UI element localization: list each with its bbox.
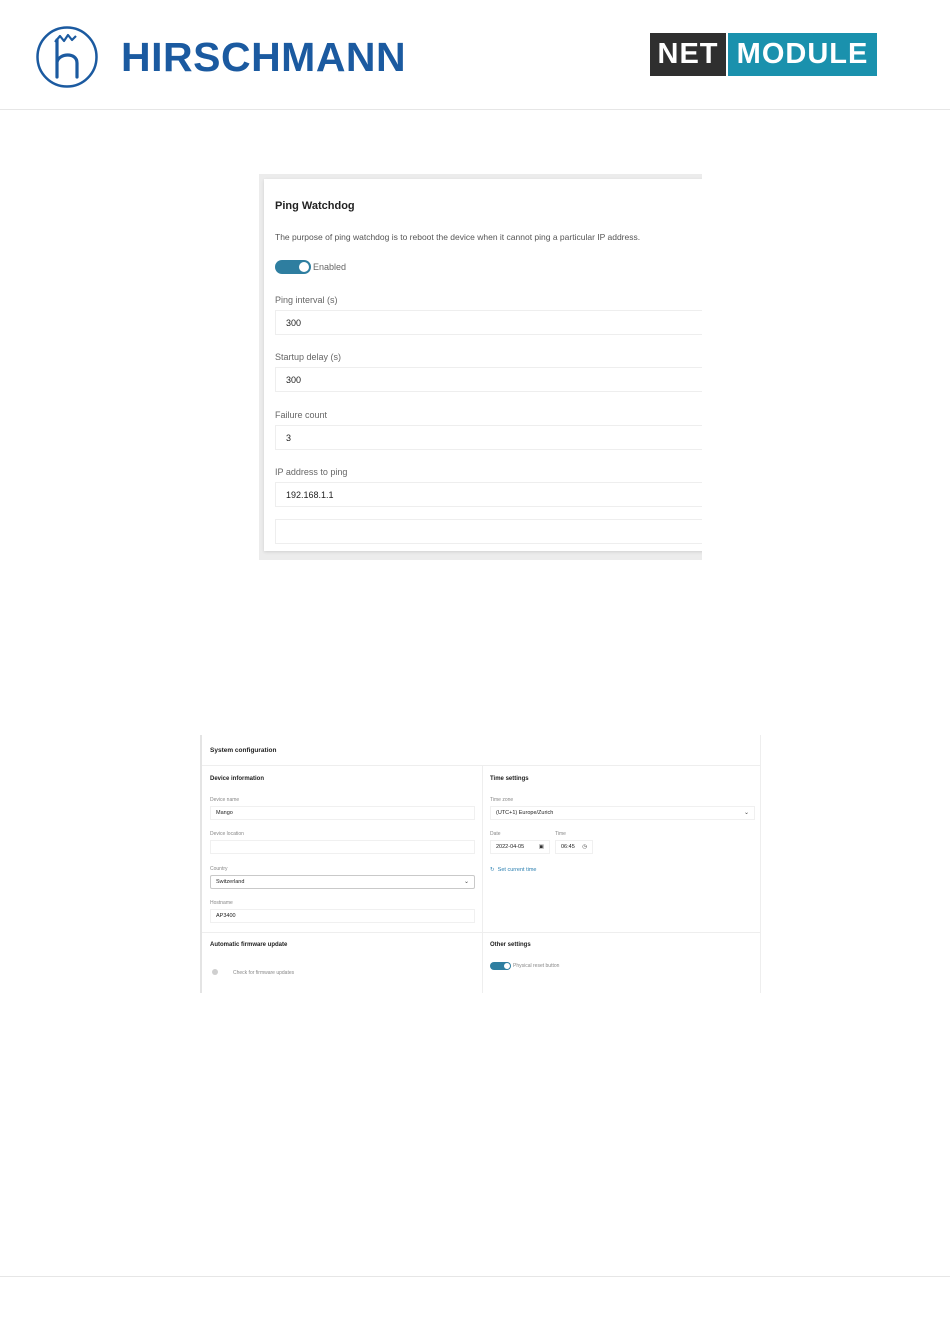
toggle-knob xyxy=(504,963,510,969)
enabled-toggle[interactable] xyxy=(275,260,311,274)
device-location-input[interactable] xyxy=(210,840,475,854)
hostname-label: Hostname xyxy=(210,900,233,906)
time-settings-heading: Time settings xyxy=(490,776,529,782)
device-information-heading: Device information xyxy=(210,776,265,782)
physical-reset-toggle[interactable] xyxy=(490,962,511,970)
time-zone-select[interactable] xyxy=(490,806,755,820)
time-zone-label: Time zone xyxy=(490,797,514,803)
calendar-icon: ▣ xyxy=(538,844,544,850)
hostname-input[interactable]: AP3400 xyxy=(210,909,475,923)
firmware-check-label: Check for firmware updates xyxy=(233,970,295,976)
ping-interval-input[interactable]: 300 xyxy=(275,310,702,335)
time-value: 06:45 xyxy=(561,844,575,850)
device-name-input[interactable]: Mango xyxy=(210,806,475,820)
system-configuration-title: System configuration xyxy=(210,747,277,754)
time-zone-value: (UTC+1) Europe/Zurich xyxy=(496,810,554,816)
ping-watchdog-screenshot xyxy=(259,174,702,560)
enabled-label: Enabled xyxy=(313,262,347,272)
other-settings-heading: Other settings xyxy=(490,942,531,948)
set-current-time-label: Set current time xyxy=(497,867,537,873)
chevron-down-icon: ⌄ xyxy=(743,810,749,816)
country-label: Country xyxy=(210,866,228,872)
failure-count-label: Failure count xyxy=(275,410,328,420)
firmware-update-heading: Automatic firmware update xyxy=(210,942,288,948)
ip-address-input[interactable]: 192.168.1.1 xyxy=(275,482,702,507)
chevron-down-icon: ⌄ xyxy=(463,879,469,885)
ip-address-label: IP address to ping xyxy=(275,467,348,477)
column-divider xyxy=(482,765,483,993)
toggle-knob xyxy=(299,262,309,272)
country-value: Switzerland xyxy=(216,879,245,885)
failure-count-input[interactable]: 3 xyxy=(275,425,702,450)
hirschmann-wordmark: HIRSCHMANN xyxy=(121,34,407,80)
system-configuration-screenshot xyxy=(200,735,761,993)
time-label: Time xyxy=(555,831,566,837)
startup-delay-input[interactable]: 300 xyxy=(275,367,702,392)
time-input[interactable] xyxy=(555,840,593,854)
netmodule-logo xyxy=(650,33,877,76)
netmodule-logo-net: NET xyxy=(650,33,726,76)
country-select[interactable] xyxy=(210,875,475,889)
clock-icon: ◷ xyxy=(582,844,587,850)
firmware-check-toggle[interactable] xyxy=(212,969,218,975)
ping-interval-label: Ping interval (s) xyxy=(275,295,338,305)
device-location-label: Device location xyxy=(210,831,244,837)
hirschmann-logo-icon xyxy=(35,25,99,89)
set-current-time-link[interactable] xyxy=(490,867,537,873)
ping-watchdog-card xyxy=(264,179,702,551)
date-label: Date xyxy=(490,831,501,837)
ping-watchdog-title: Ping Watchdog xyxy=(275,200,355,212)
netmodule-logo-module: MODULE xyxy=(728,33,877,76)
ping-watchdog-description: The purpose of ping watchdog is to reboot the device when it cannot ping a particular IP address. xyxy=(275,232,641,242)
divider xyxy=(202,932,761,933)
refresh-icon: ↻ xyxy=(490,867,495,873)
startup-delay-label: Startup delay (s) xyxy=(275,352,342,362)
date-value: 2022-04-05 xyxy=(496,844,525,850)
document-header xyxy=(0,0,950,110)
extra-input[interactable] xyxy=(275,519,702,544)
physical-reset-label: Physical reset button xyxy=(513,963,560,969)
date-input[interactable] xyxy=(490,840,550,854)
device-name-label: Device name xyxy=(210,797,240,803)
footer-divider xyxy=(0,1276,950,1277)
